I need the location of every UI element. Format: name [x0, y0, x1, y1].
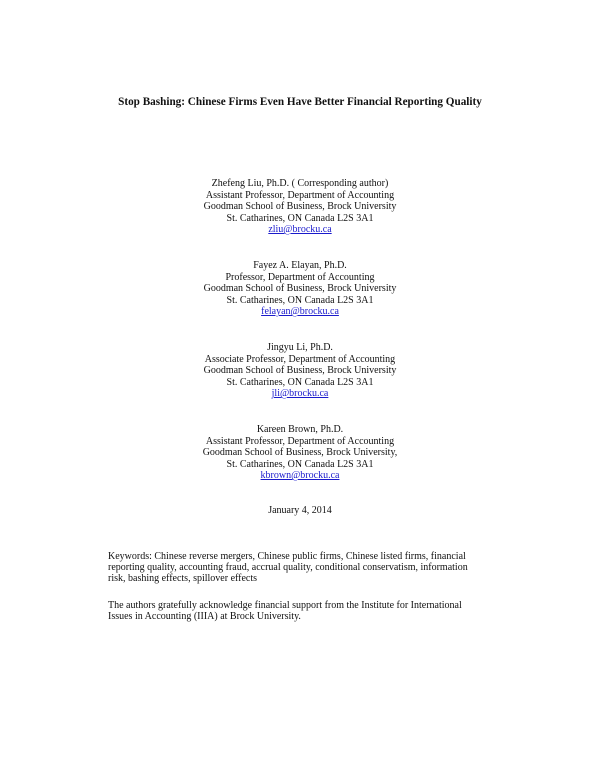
author-position: Associate Professor, Department of Accounting	[204, 353, 396, 365]
author-name: Jingyu Li, Ph.D.	[267, 342, 333, 353]
paper-date: January 4, 2014	[268, 505, 332, 516]
author-address: St. Catharines, ON Canada L2S 3A1	[226, 376, 374, 388]
acknowledgment-paragraph: The authors gratefully acknowledge financial support from the Institute for International Issues in Accounting (IIIA) at Brock University.	[108, 600, 462, 623]
keywords-paragraph: Keywords: Chinese reverse mergers, Chinese public firms, Chinese listed firms, financial reporting quality, accounting fraud, accrual quality, conditional conservatism, information risk, bashing effects, spillover effects	[108, 551, 468, 585]
author-block	[0, 260, 600, 318]
author-school: Goodman School of Business, Brock University	[203, 365, 397, 376]
author-name: Kareen Brown, Ph.D.	[256, 424, 344, 435]
author-email-link[interactable]: kbrown@brocku.ca	[260, 470, 340, 481]
author-position: Assistant Professor, Department of Accounting	[205, 435, 395, 447]
author-email-link[interactable]: jli@brocku.ca	[271, 388, 329, 399]
author-position: Assistant Professor, Department of Accounting	[205, 189, 395, 201]
author-address: St. Catharines, ON Canada L2S 3A1	[226, 294, 374, 306]
author-address: St. Catharines, ON Canada L2S 3A1	[226, 458, 374, 470]
author-name: Zhefeng Liu, Ph.D. ( Corresponding author)	[211, 178, 389, 189]
author-email-link[interactable]: zliu@brocku.ca	[268, 224, 332, 235]
author-school: Goodman School of Business, Brock University	[203, 201, 397, 212]
author-school: Goodman School of Business, Brock University,	[202, 447, 398, 458]
author-position: Professor, Department of Accounting	[225, 271, 375, 283]
author-email-link[interactable]: felayan@brocku.ca	[261, 306, 339, 317]
author-block	[0, 178, 600, 236]
author-block	[0, 342, 600, 400]
author-name: Fayez A. Elayan, Ph.D.	[253, 260, 347, 271]
author-address: St. Catharines, ON Canada L2S 3A1	[226, 212, 374, 224]
author-school: Goodman School of Business, Brock University	[203, 283, 397, 294]
paper-title: Stop Bashing: Chinese Firms Even Have Better Financial Reporting Quality	[118, 96, 482, 108]
author-block	[0, 424, 600, 482]
